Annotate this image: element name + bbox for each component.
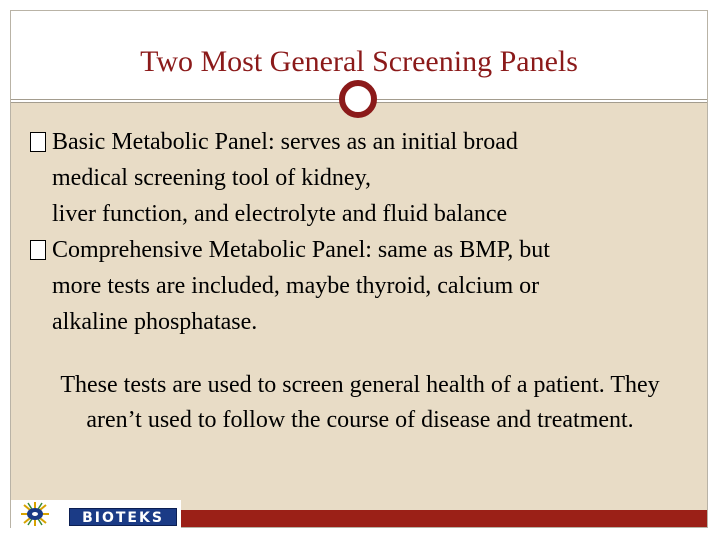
bullet-box-icon [30,240,46,260]
bullet-box-icon [30,132,46,152]
bullet-list [30,124,690,340]
logo-wordmark: BIOTEKS [69,508,177,526]
company-logo [11,500,181,528]
bullet-item [30,124,690,232]
bullet-item [30,232,690,340]
bullet-text: Comprehensive Metabolic Panel: same as BMP, but more tests are included, maybe thyroid, calcium or alkaline phosphatase. [52,237,550,335]
sunburst-logo-icon [15,500,55,528]
bullet-text: Basic Metabolic Panel: serves as an initial broad medical screening tool of kidney, liver function, and electrolyte and fluid balance [52,129,518,227]
summary-note: These tests are used to screen general health of a patient. They aren’t used to follow the course of disease and treatment. [60,372,660,433]
divider-circle-icon [339,80,377,118]
slide-title: Two Most General Screening Panels [140,45,578,78]
